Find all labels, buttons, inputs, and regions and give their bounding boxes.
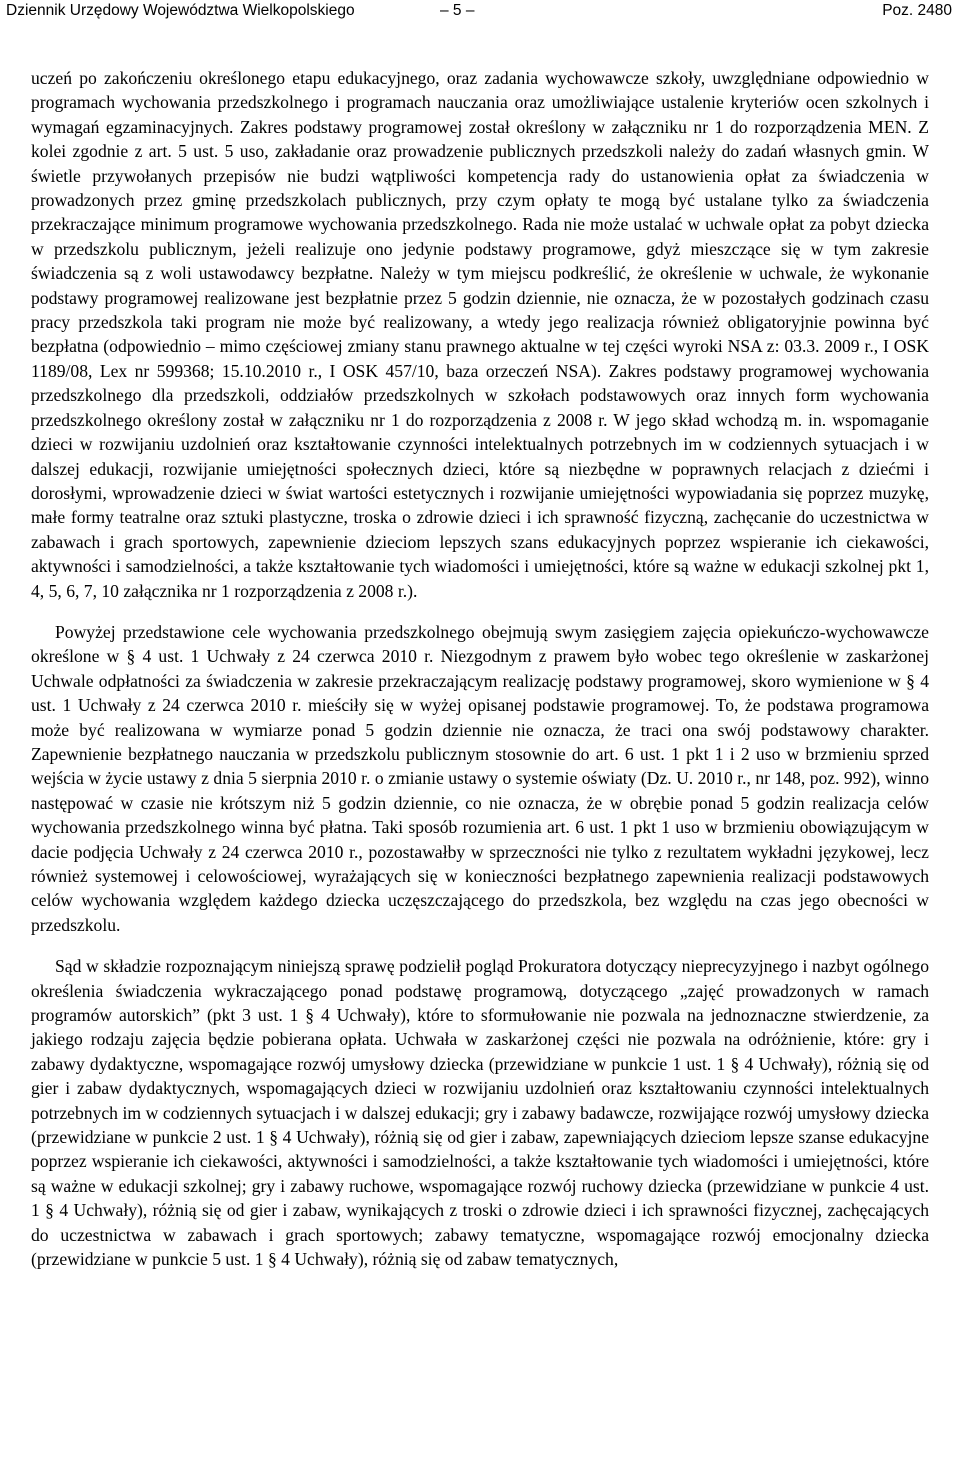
- paragraph-segment: Zakres podstawy programowej wychowania przedszkolnego dla przedszkoli, oddziałów przedszkolnych w szkołach podstawowych oraz innych form wychowania przedszkolnego określony został w załączniku nr 1 do rozporządzenia z 2008 r. W jego skład wchodzą m. in. wspomaganie dzieci w rozwijaniu uzdolnień oraz kształtowanie czynności intelektualnych potrzebnych im w codziennych sytuacjach i w dalszej edukacji, rozwijanie umiejętności społecznych dzieci, które są niezbędne w poprawnych relacjach z dziećmi i dorosłymi, wprowadzenie dzieci w świat wartości estetycznych i rozwijanie umiejętności wypowiadania się poprzez muzykę, małe formy teatralne oraz sztuki plastyczne, troska o zdrowie dzieci i ich sprawność fizyczną, zachęcanie do uczestnictwa w zabawach i grach sportowych, zapewnienie dzieciom lepszych szans edukacyjnych poprzez wspieranie ich ciekawości, aktywności i samodzielności, a także kształtowanie tych wiadomości i umiejętności, które są ważne w edukacji szkolnej pkt 1, 4, 5, 6, 7, 10 załącznika nr 1 rozporządzenia z 2008 r.).: [31, 360, 929, 601]
- paragraph-segment: Rada nie może ustalać w uchwale opłat za pobyt dziecka w przedszkolu publicznym, jeżeli realizuje ono jedynie podstawy programowe, gdyż mieszczące się w tym zakresie świadczenia są z woli ustawodawcy bezpłatne.: [31, 214, 930, 284]
- paragraph-segment: To, że podstawa programowa może być realizowana w wymiarze ponad 5 godzin dziennie nie oznacza, że traci ona swój podstawowy charakter.: [31, 695, 930, 740]
- paragraph-segment: Zapewnienie bezpłatnego nauczania w przedszkolu publicznym stosownie do art. 6 ust. 1 pkt 1 i 2 uso w brzmieniu sprzed wejścia w życie ustawy z dnia 5 sierpnia 2010 r. o zmianie ustawy o systemie oświaty (Dz. U. 2010 r., nr 148, poz. 992), winno następować w czasie nie krótszym niż 5 godzin dziennie, co nie oznacza, że w obrębie ponad 5 godzin realizacja celów wychowania przedszkolnego winna być płatna.: [31, 743, 929, 838]
- paragraph-segment: W świetle przywołanych przepisów nie budzi wątpliwości kompetencja rady do ustanowienia opłat za świadczenia w prowadzonych przez gminę przedszkolach publicznych, przy czym opłaty te mogą być ustalane tylko za świadczenia przekraczające minimum programowe wychowania przedszkolnego.: [31, 141, 929, 235]
- position-number: Poz. 2480: [882, 2, 952, 19]
- page-number: – 5 –: [440, 2, 475, 19]
- paragraph-segment: Zakres podstawy programowej został określony w załączniku nr 1 do rozporządzenia MEN. Z kolei zgodnie z art. 5 ust. 5 uso, zakładanie oraz prowadzenie publicznych przedszkoli należy do zadań własnych gmin.: [31, 116, 929, 162]
- paragraph-program-goals: [31, 620, 929, 937]
- page-header: [0, 0, 960, 22]
- paragraph-continuation: [31, 66, 929, 603]
- document-body: [31, 66, 929, 1272]
- paragraph-segment: Należy w tym miejscu podkreślić, że określenie w uchwale, że wykonanie podstawy programowej realizowane jest bezpłatnie przez 5 godzin dziennie, nie oznacza, że w pozostałych godzinach czasu pracy przedszkola taki program nie może być realizowany, a wtedy jego realizacja również obligatoryjnie powinna być bezpłatna (odpowiednio – mimo częściowej zmiany stanu prawnego aktualne w tej części wyroki NSA z: 03.3. 2009 r., I OSK 1189/08, Lex nr 599368; 15.10.2010 r., I OSK 457/10, baza orzeczeń NSA).: [31, 263, 929, 381]
- paragraph-segment: Sąd w składzie rozpoznającym niniejszą sprawę podzielił pogląd Prokuratora dotyczący nieprecyzyjnego i nazbyt ogólnego określenia świadczenia wykraczającego ponad podstawę programową, dotyczącego „zajęć prowadzonych w ramach programów autorskich” (pkt 3 ust. 1 § 4 Uchwały), które to sformułowanie nie pozwala na jednoznaczne stwierdzenie, za jakiego rodzaju zajęcia będzie pobierana opłata.: [31, 956, 929, 1050]
- paragraph-segment: Powyżej przedstawione cele wychowania przedszkolnego obejmują swym zasięgiem zajęcia opiekuńczo-wychowawcze określone w § 4 ust. 1 Uchwały z 24 czerwca 2010 r. Niezgodnym z prawem było wobec tego określenie w zaskarżonej Uchwale odpłatności za świadczenia w zakresie przekraczającym realizację podstawy programowej, skoro wymienione w § 4 ust. 1 Uchwały z 24 czerwca 2010 r. mieściły się w wyżej opisanej podstawie programowej.: [31, 621, 929, 716]
- paragraph-segment: Taki sposób rozumienia art. 6 ust. 1 pkt 1 uso w brzmieniu obowiązującym w dacie podjęcia Uchwały z 24 czerwca 2010 r., pozostawałby w sprzeczności nie tylko z rezultatem wykładni językowej, lecz również systemowej i celowościowej, wyrażających się w konieczności bezpłatnego zapewnienia realizacji podstawowych celów wychowania względem każdego dziecka uczęszczającego do przedszkola, bez względu na czas jego obecności w przedszkolu.: [31, 817, 929, 935]
- paragraph-segment: Uchwała w zaskarżonej części nie pozwala na odróżnienie, które: gry i zabawy dydaktyczne, wspomagające rozwój umysłowy dziecka (przewidziane w punkcie 1 ust. 1 § 4 Uchwały), różnią się od gier i zabaw dydaktycznych, wspomagających dzieci w rozwijaniu uzdolnień oraz kształtowaniu czynności intelektualnych potrzebnych im w codziennych sytuacjach i w dalszej edukacji; gry i zabawy badawcze, rozwijające rozwój umysłowy dziecka (przewidziane w punkcie 2 ust. 1 § 4 Uchwały), różnią się od gier i zabaw, zapewniających dzieciom lepsze szanse edukacyjne poprzez wspieranie ich ciekawości, aktywności i samodzielności, a także kształtowanie tych wiadomości i umiejętności, które są ważne w edukacji szkolnej; gry i zabawy ruchowe, wspomagające rozwój ruchowy dziecka (przewidziane w punkcie 4 ust. 1 § 4 Uchwały), różnią się od gier i zabaw, wynikających z troski o zdrowie dzieci i ich sprawności fizycznej, zachęcających do uczestnictwa w zabawach i grach sportowych; zabawy tematyczne, wspomagające rozwój emocjonalny dziecka (przewidziane w punkcie 5 ust. 1 § 4 Uchwały), różnią się od zabaw tematycznych,: [31, 1029, 929, 1270]
- paragraph-segment: uczeń po zakończeniu określonego etapu edukacyjnego, oraz zadania wychowawcze szkoły, uwzględniane odpowiednio w programach wychowania przedszkolnego i programach nauczania oraz umożliwiające ustalenie kryteriów ocen szkolnych i wymagań egzaminacyjnych.: [31, 68, 929, 137]
- journal-title: Dziennik Urzędowy Województwa Wielkopolskiego: [6, 2, 355, 19]
- paragraph-court-opinion: [31, 954, 929, 1271]
